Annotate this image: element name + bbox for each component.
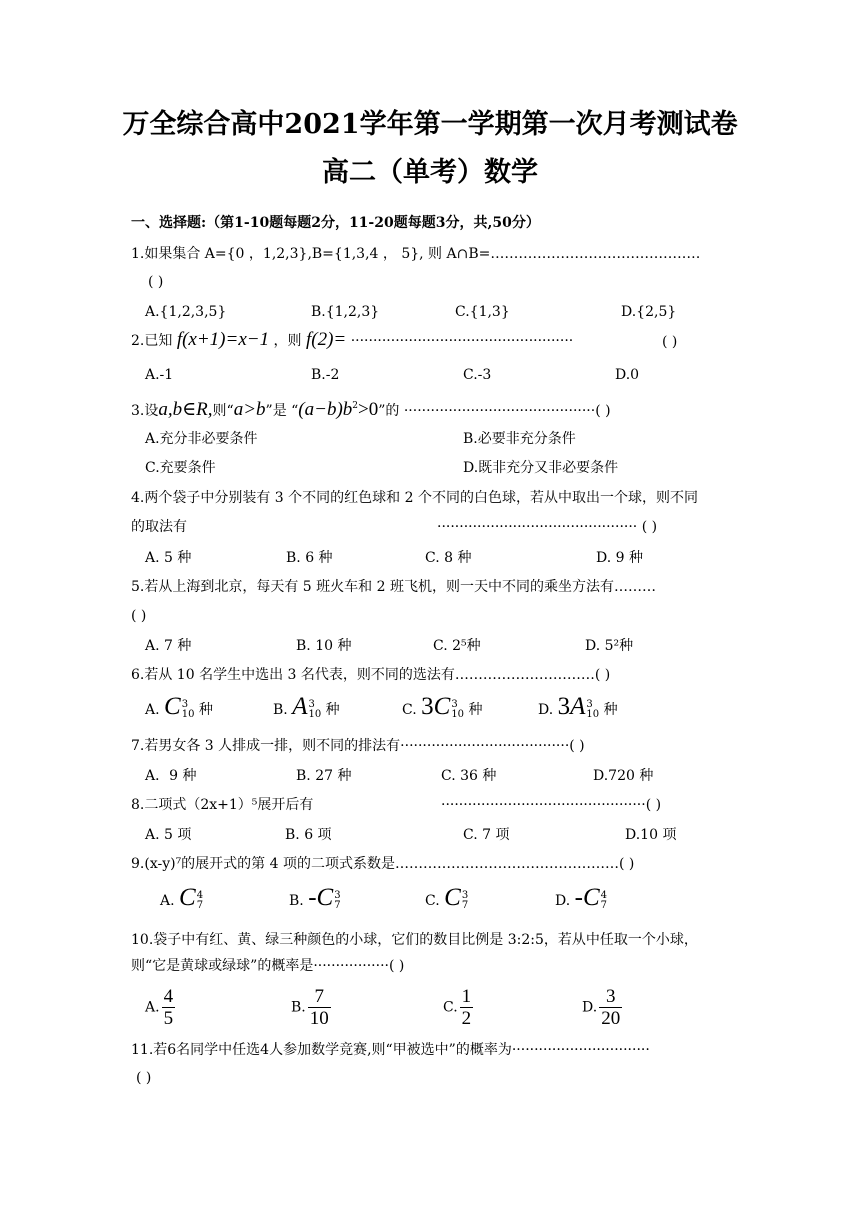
- q9-option-d-sub: 7: [600, 900, 608, 911]
- q3-mid-1: 则“: [212, 403, 234, 419]
- q9-option-c: [425, 884, 469, 911]
- q9-option-b-sub: 7: [334, 900, 341, 911]
- q9-option-c-sup: 3: [461, 890, 469, 901]
- q9-option-a-sup: 4: [196, 890, 204, 901]
- section-heading: 一、选择题:（第1-10题每题2分，11-20题每题3分，共,50分）: [131, 215, 540, 231]
- q8-option-d: D.10 项: [625, 827, 677, 843]
- q9-option-a-sub: 7: [196, 900, 204, 911]
- q2-option-b: B.-2: [311, 367, 340, 383]
- q4-line-2: 的取法有: [131, 519, 187, 535]
- q9-option-b-label: B.: [289, 893, 304, 909]
- q9-stem: 9.(x-y)⁷的展开式的第 4 项的二项式系数是…………………………………………( ): [131, 856, 635, 872]
- q6-option-a-sub: 10: [181, 709, 195, 720]
- q9-option-c-label: C.: [425, 893, 440, 909]
- q1-stem: 1.如果集合 A={0 ，1,2,3},B={1,3,4 ， 5}, 则 A∩B=………………………………………: [131, 246, 701, 262]
- q10-option-a-label: A.: [145, 999, 160, 1016]
- q2-option-d: D.0: [615, 367, 640, 383]
- q6-option-b-sup: 3: [308, 699, 315, 710]
- q10-option-c: [443, 986, 473, 1029]
- q6-option-a-label: A.: [145, 702, 160, 718]
- q2-mid: ，则: [273, 333, 302, 349]
- q3-expr-2: a>b: [233, 399, 266, 420]
- q5-option-b: B. 10 种: [296, 638, 352, 654]
- q1-option-d: D.{2,5}: [621, 304, 677, 320]
- q9-option-d-label: D.: [555, 893, 571, 909]
- q3-prefix: 3.设: [131, 403, 159, 419]
- q10-line-1: 10.袋子中有红、黄、绿三种颜色的小球，它们的数目比例是 3:2:5，若从中任取一个小球，: [131, 932, 698, 948]
- q6-option-c-sub: 10: [451, 709, 465, 720]
- q4-dots: ············································· ( ): [437, 519, 658, 535]
- exam-title: 万全综合高中2021学年第一学期第一次月考测试卷: [122, 109, 738, 140]
- q3-stem: [131, 396, 611, 421]
- q10-option-a: [145, 986, 175, 1029]
- q8-option-c: C. 7 项: [463, 827, 510, 843]
- q9-option-a: [160, 884, 204, 911]
- q6-option-d: [538, 693, 618, 720]
- q4-option-a: A. 5 种: [145, 550, 192, 566]
- q5-line-2: ( ): [131, 608, 147, 624]
- q6-option-b: [273, 693, 340, 720]
- q6-option-a-sup: 3: [181, 699, 189, 710]
- q6-option-d-coef: 3: [557, 693, 571, 720]
- q6-option-d-sub: 10: [586, 709, 600, 720]
- q6-option-b-sub: 10: [308, 709, 322, 720]
- q10-option-c-denominator: 2: [461, 1008, 472, 1029]
- q10-option-c-label: C.: [443, 999, 458, 1016]
- q11-line-1: 11.若6名同学中任选4人参加数学竞赛,则“甲被选中”的概率为·······························: [131, 1042, 650, 1058]
- q9-option-d-sup: 4: [600, 890, 608, 901]
- q3-exponent: 2: [352, 401, 359, 411]
- q6-option-b-label: B.: [273, 702, 288, 718]
- q6-option-a: [145, 693, 213, 720]
- q3-expr-3: (a−b)b: [298, 399, 353, 420]
- q4-line-1: 4.两个袋子中分别装有 3 个不同的红色球和 2 个不同的白色球，若从中取出一个球，则不同: [131, 490, 698, 506]
- q3-suffix: ”的 ···········································( ): [378, 403, 611, 419]
- q6-option-c-letter: C: [433, 693, 451, 720]
- q9-option-d-coef: -: [574, 884, 583, 911]
- q9-option-b-coef: -: [308, 884, 317, 911]
- q6-option-c-coef: 3: [421, 693, 434, 720]
- q7-stem: 7.若男女各 3 人排成一排，则不同的排法有······································( ): [131, 738, 585, 754]
- q6-option-c: [402, 693, 483, 720]
- q2-stem: [131, 330, 573, 351]
- q8-stem: 8.二项式（2x+1）⁵展开后有: [131, 797, 314, 813]
- q10-option-c-numerator: 1: [461, 986, 472, 1007]
- q9-option-d-letter: C: [582, 884, 600, 911]
- q10-option-b-denominator: 10: [309, 1008, 329, 1029]
- q6-option-c-unit: 种: [468, 702, 483, 718]
- q9-option-a-letter: C: [179, 884, 196, 911]
- q3-option-a: A.充分非必要条件: [145, 431, 258, 447]
- q6-option-d-unit: 种: [603, 702, 618, 718]
- q6-option-b-unit: 种: [325, 702, 340, 718]
- q7-option-d: D.720 种: [593, 768, 654, 784]
- q3-option-b: B.必要非充分条件: [463, 431, 576, 447]
- q6-option-b-letter: A: [292, 693, 308, 720]
- q1-option-c: C.{1,3}: [455, 304, 510, 320]
- q7-option-a: A．9 种: [145, 768, 197, 784]
- q3-option-d: D.既非充分又非必要条件: [463, 460, 619, 476]
- q9-option-b: [289, 884, 341, 911]
- q10-option-b-label: B.: [291, 999, 306, 1016]
- q6-option-d-label: D.: [538, 702, 554, 718]
- q2-expr-1: f(x+1)=x−1: [176, 329, 270, 350]
- q8-option-a: A. 5 项: [145, 827, 192, 843]
- q4-option-c: C. 8 种: [425, 550, 472, 566]
- q2-expr-2: f(2)=: [305, 329, 347, 350]
- q2-blank: ( ): [662, 334, 678, 350]
- q6-option-a-unit: 种: [198, 702, 213, 718]
- q2-option-a: A.-1: [145, 367, 174, 383]
- q10-option-d-denominator: 20: [601, 1008, 621, 1029]
- q8-option-b: B. 6 项: [285, 827, 332, 843]
- q6-stem: 6.若从 10 名学生中选出 3 名代表，则不同的选法有…………………………( ): [131, 667, 611, 683]
- q7-option-b: B. 27 种: [296, 768, 352, 784]
- q10-option-a-numerator: 4: [163, 986, 174, 1007]
- q4-option-d: D. 9 种: [596, 550, 643, 566]
- q9-option-a-label: A.: [160, 893, 175, 909]
- q1-option-a: A.{1,2,3,5}: [145, 304, 227, 320]
- q6-option-d-sup: 3: [586, 699, 593, 710]
- q5-option-a: A. 7 种: [145, 638, 192, 654]
- q10-option-d: [582, 986, 622, 1029]
- q7-option-c: C. 36 种: [441, 768, 497, 784]
- q11-line-2: ( ): [136, 1070, 152, 1086]
- q10-option-d-label: D.: [582, 999, 598, 1016]
- q9-option-d: [555, 884, 608, 911]
- q5-option-c: C. 2⁵种: [433, 638, 481, 654]
- exam-subtitle: 高二（单考）数学: [322, 157, 538, 188]
- q10-option-a-denominator: 5: [163, 1008, 174, 1029]
- q6-option-c-sup: 3: [451, 699, 458, 710]
- q5-line-1: 5.若从上海到北京，每天有 5 班火车和 2 班飞机，则一天中不同的乘坐方法有………: [131, 579, 656, 595]
- q2-option-c: C.-3: [463, 367, 492, 383]
- q1-blank: ( ): [148, 274, 164, 290]
- q10-option-b: [291, 986, 331, 1029]
- q10-option-b-numerator: 7: [308, 986, 331, 1008]
- q3-option-c: C.充要条件: [145, 460, 216, 476]
- q3-mid-2: ”是 “: [265, 403, 299, 419]
- q5-option-d: D. 5²种: [585, 638, 634, 654]
- q1-option-b: B.{1,2,3}: [311, 304, 380, 320]
- q9-option-c-letter: C: [444, 884, 461, 911]
- q3-expr-1: a,b∈R,: [158, 399, 213, 420]
- q6-option-a-letter: C: [164, 693, 181, 720]
- q2-prefix: 2.已知: [131, 333, 173, 349]
- q6-option-d-letter: A: [570, 693, 586, 720]
- q6-option-c-label: C.: [402, 702, 417, 718]
- q4-option-b: B. 6 种: [286, 550, 333, 566]
- q2-dots: ··················································: [350, 333, 574, 349]
- q10-line-2: 则“它是黄球或绿球”的概率是·················( ): [131, 958, 405, 974]
- q9-option-b-sup: 3: [334, 890, 341, 901]
- q9-option-c-sub: 7: [461, 900, 469, 911]
- q9-option-b-letter: C: [316, 884, 334, 911]
- q8-dots: ··············································( ): [441, 797, 662, 813]
- q10-option-d-numerator: 3: [599, 986, 622, 1008]
- q3-expr-4: >0: [358, 399, 379, 420]
